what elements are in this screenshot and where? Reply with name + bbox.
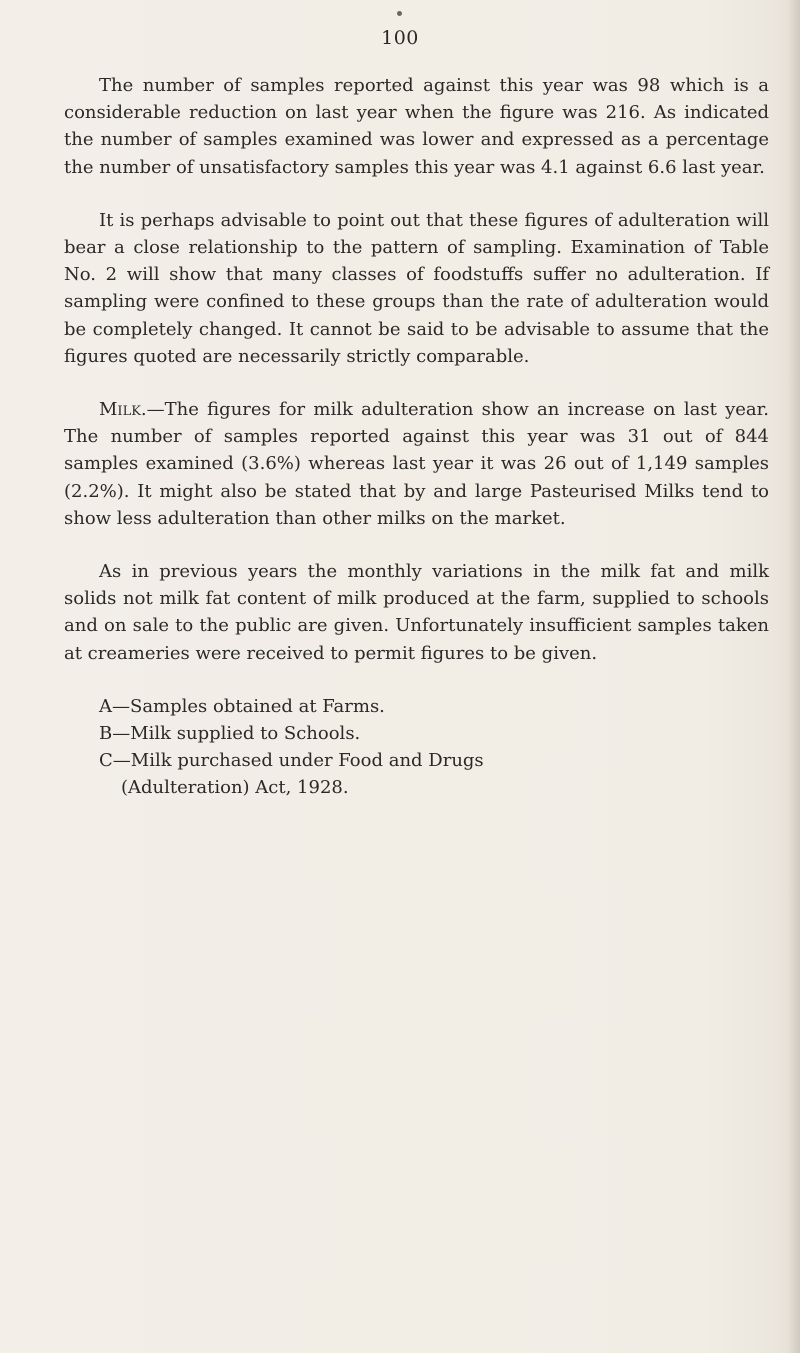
sample-legend — [99, 693, 769, 802]
legend-item-c: C—Milk purchased under Food and Drugs — [99, 750, 484, 772]
legend-item-b: B—Milk supplied to Schools. — [99, 723, 361, 745]
page-number: 100 — [381, 27, 419, 49]
paragraph-milk — [64, 396, 769, 532]
body-text — [64, 72, 769, 802]
legend-item-c-continuation: (Adulteration) Act, 1928. — [121, 777, 349, 799]
page-edge-shadow — [788, 0, 800, 1353]
paragraph-adulteration-sampling: It is perhaps advisable to point out that these figures of adulteration will bear a close relationship to the pattern of sampling. Examination of Table No. 2 will show that many classes of foodstuffs suffer no adulteration. If sampling were confined to these groups than the rate of adulteration would be completely changed. It cannot be said to be advisable to assume that the figures quoted are necessarily strictly comparable. — [64, 209, 769, 367]
milk-text: .—The figures for milk adulteration show an increase on last year. The number of samples reported against this year was 31 out of 844 samples examined (3.6%) whereas last year it was 26 out of 1,149 samples (2.2%). It might also be stated that by and large Pasteurised Milks tend to show less adulteration than other milks on the market. — [64, 399, 769, 529]
milk-heading: Milk — [99, 399, 141, 421]
page-mark-dot — [397, 11, 402, 16]
legend-item-a: A—Samples obtained at Farms. — [99, 695, 385, 717]
paragraph-monthly-variations: As in previous years the monthly variations in the milk fat and milk solids not milk fat content of milk produced at the farm, supplied to schools and on sale to the public are given. Unfortunately insufficient samples taken at creameries were received to permit figures to be given. — [64, 561, 769, 664]
paragraph-samples-reported: The number of samples reported against this year was 98 which is a considerable reduction on last year when the figure was 216. As indicated the number of samples examined was lower and expressed as a percentage the number of unsatisfactory samples this year was 4.1 against 6.6 last year. — [64, 75, 769, 178]
